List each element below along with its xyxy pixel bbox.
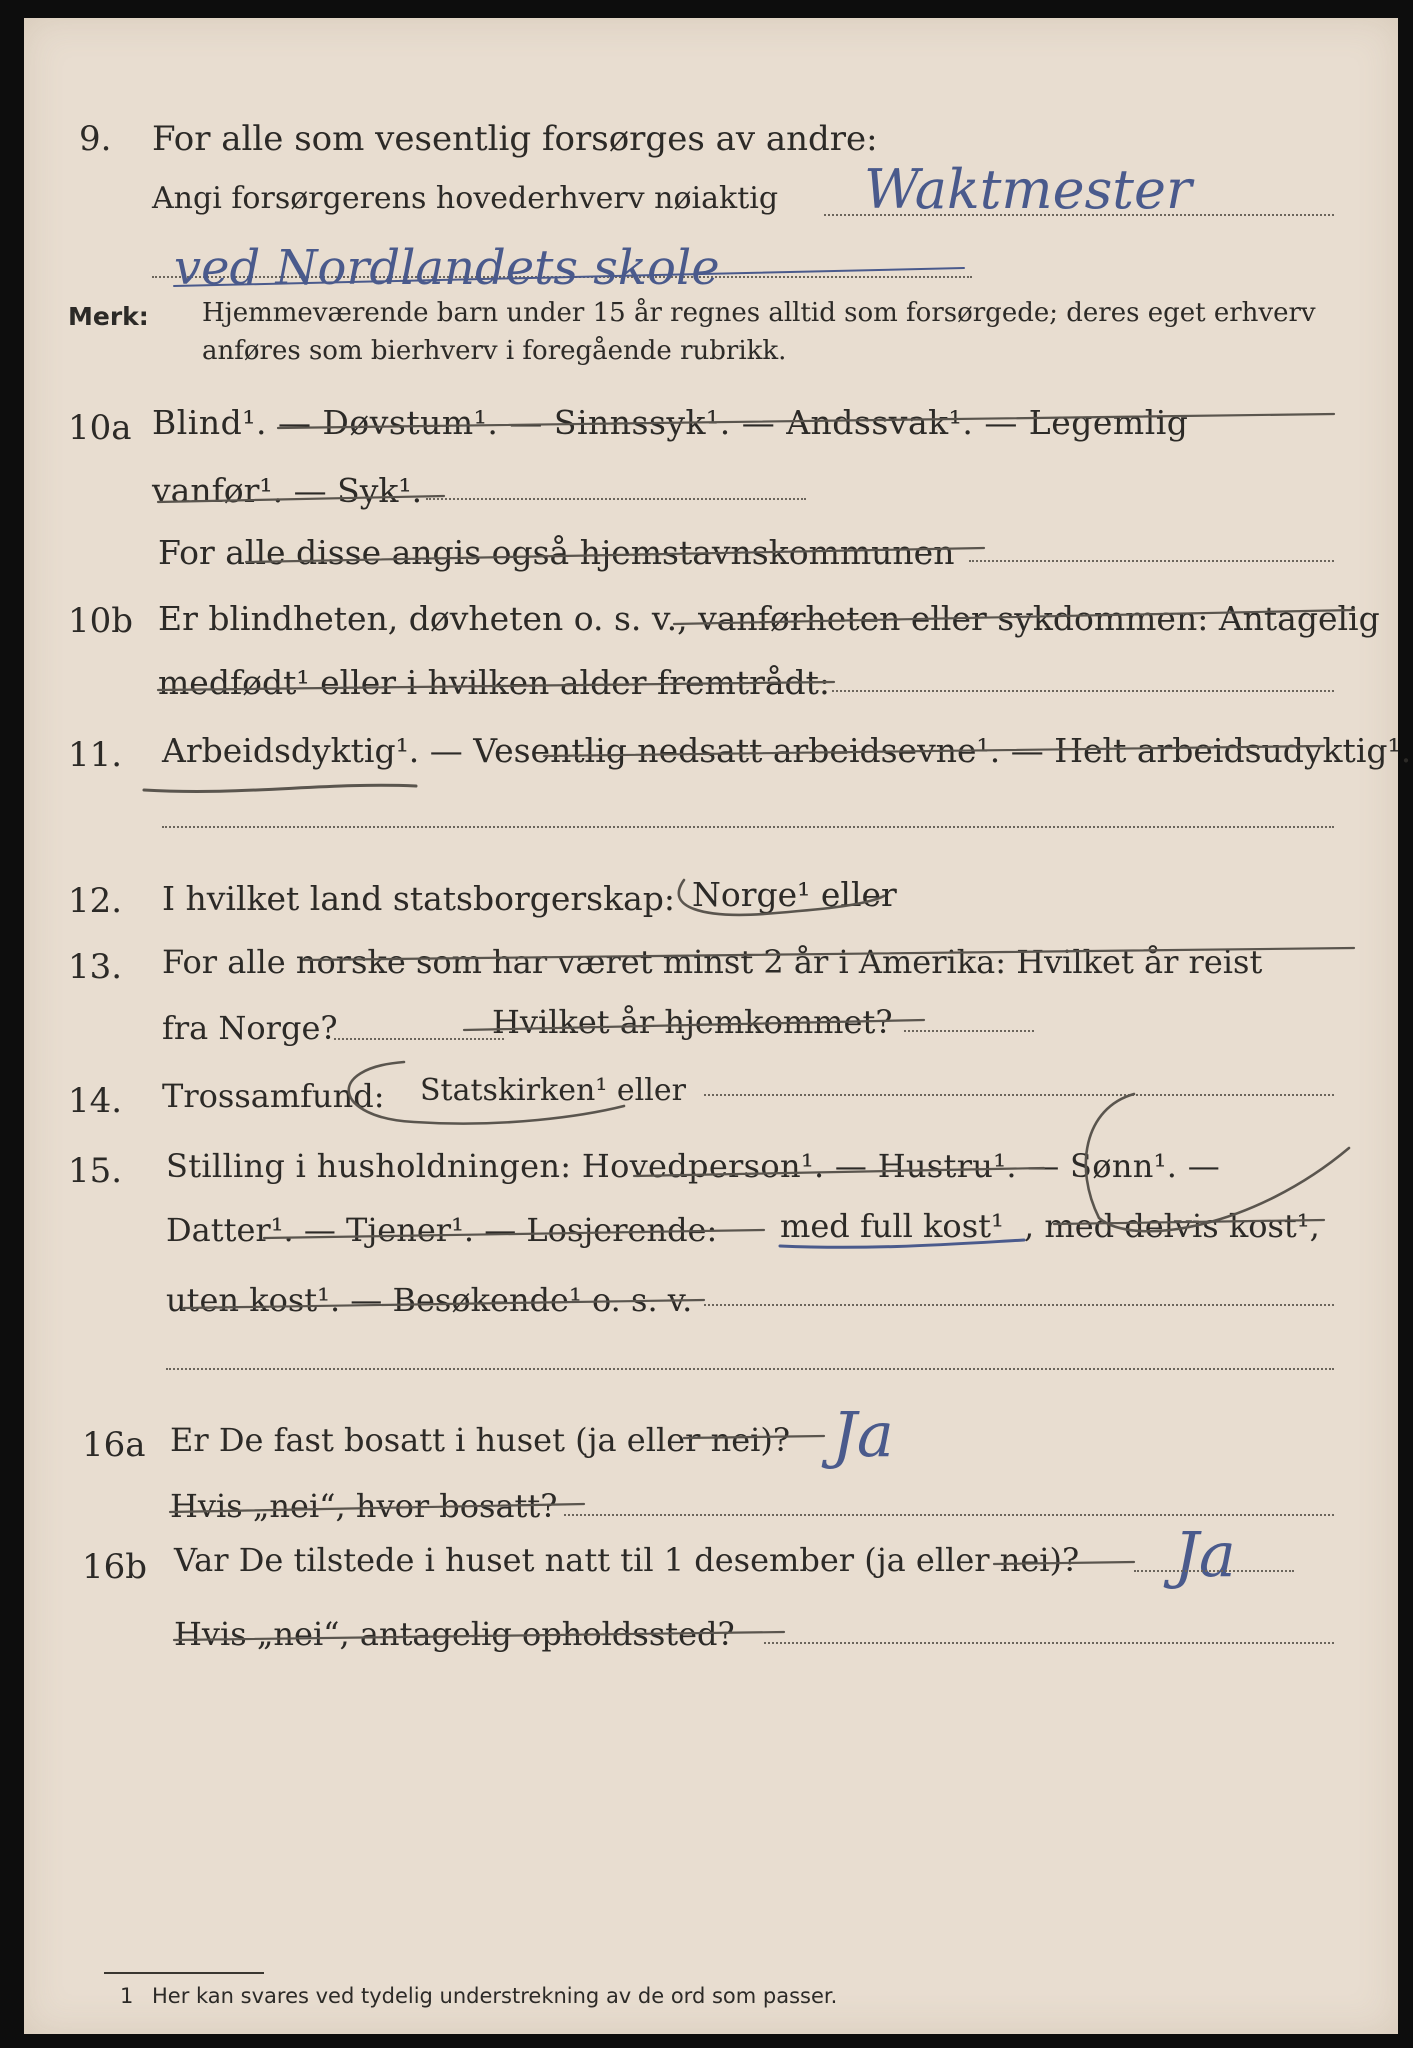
q15-number: 15. (68, 1151, 123, 1191)
q16b-number: 16b (82, 1547, 148, 1587)
q12-option: Norge¹ eller (692, 875, 897, 914)
q10a-strike-line-2 (158, 496, 444, 502)
q9-handwritten-answer-2: ved Nordlandets skole (174, 240, 720, 296)
q16a-strike-line (684, 1436, 824, 1438)
q14-option: Statskirken¹ eller (420, 1073, 686, 1108)
q10a-options-1: Blind¹. — Døvstum¹. — Sinnssyk¹. — Andssvak¹. — Legemlig (152, 403, 1189, 442)
q16a-question: Er De fast bosatt i huset (ja eller nei)? (170, 1421, 791, 1459)
q10b-question-1: Er blindheten, døvheten o. s. v., vanførheten eller sykdommen: Antagelig (158, 599, 1380, 638)
q13-fra-norge: fra Norge? (162, 1009, 338, 1047)
q11-strike-line (544, 746, 1324, 756)
q12-number: 12. (68, 881, 123, 921)
q13-question: For alle norske som har været minst 2 år i Amerika: Hvilket år reist (162, 943, 1263, 981)
merk-label: Merk: (68, 302, 149, 331)
q12-circle-mark (679, 880, 884, 915)
q15-options-2: Datter¹. — Tjener¹. — Losjerende: (166, 1211, 718, 1249)
footnote-text: Her kan svares ved tydelig understrekning av de ord som passer. (152, 1984, 838, 2008)
q15-strike-line (634, 1168, 1044, 1176)
q15-delvis-kost: , med delvis kost¹, (1024, 1207, 1320, 1245)
footnote-mark: 1 (120, 1984, 134, 2008)
q15-strike-line-2 (264, 1230, 764, 1238)
census-form-page (24, 18, 1412, 2034)
merk-text-1: Hjemmeværende barn under 15 år regnes alltid som forsørgede; deres eget erhverv (202, 298, 1316, 328)
q16b-question: Var De tilstede i huset natt til 1 desember (ja eller nei)? (174, 1541, 1080, 1579)
q10b-number: 10b (68, 601, 134, 641)
q10a-options-2: vanfør¹. — Syk¹. (152, 471, 423, 510)
q16a-number: 16a (82, 1425, 146, 1465)
q15-strike-line-4 (184, 1300, 704, 1308)
q9-number: 9. (79, 119, 112, 159)
q14-circle-mark (349, 1062, 624, 1124)
q15-options-3: uten kost¹. — Besøkende¹ o. s. v. (166, 1281, 693, 1319)
q14-question: Trossamfund: (162, 1077, 385, 1115)
q10a-hjemstavn: For alle disse angis også hjemstavnskommunen (158, 533, 955, 572)
pencil-annotations (24, 18, 1398, 2034)
q15-strike-line-3 (1054, 1220, 1324, 1224)
q16b-strike-line (994, 1562, 1134, 1564)
q13-number: 13. (68, 947, 123, 987)
q10a-strike-line-3 (246, 548, 984, 562)
q15-options-1: Stilling i husholdningen: Hovedperson¹. — Hustru¹. — Sønn¹. — (166, 1147, 1221, 1185)
q9-question: For alle som vesentlig forsørges av andre: (152, 119, 878, 159)
q9-subquestion: Angi forsørgerens hovederhverv nøiaktig (152, 181, 779, 216)
q15-circle-mark (1086, 1094, 1349, 1231)
q13-strike-line-2 (464, 1020, 924, 1030)
q16a-strike-line-2 (170, 1504, 584, 1512)
q10a-strike-line (278, 414, 1334, 428)
q9-handwritten-answer-1: Waktmester (864, 158, 1192, 221)
q15-blue-underline (780, 1240, 1024, 1247)
q10b-strike-line-2 (158, 682, 834, 690)
q16b-strike-line-2 (174, 1632, 784, 1640)
q10a-number: 10a (68, 408, 132, 448)
q12-question: I hvilket land statsborgerskap: (162, 879, 676, 918)
q10b-strike-line (674, 610, 1354, 624)
q16b-handwritten-answer: Ja (1174, 1518, 1236, 1591)
q11-options: Arbeidsdyktig¹. — Vesentlig nedsatt arbeidsevne¹. — Helt arbeidsudyktig¹. (162, 731, 1412, 770)
q9-blue-underline (174, 268, 964, 286)
q13-strike-line (304, 948, 1354, 960)
q16a-handwritten-answer: Ja (832, 1398, 894, 1471)
q16b-opholdssted: Hvis „nei“, antagelig opholdssted? (174, 1615, 735, 1653)
q14-number: 14. (68, 1081, 123, 1121)
q11-number: 11. (68, 735, 123, 775)
merk-text-2: anføres som bierhverv i foregående rubrikk. (202, 336, 787, 366)
q11-underline (144, 785, 416, 791)
q15-full-kost: med full kost¹ (780, 1207, 1004, 1245)
q10b-question-2: medfødt¹ eller i hvilken alder fremtrådt: (158, 663, 831, 702)
q16a-bosatt: Hvis „nei“, hvor bosatt? (170, 1487, 558, 1525)
q13-hjemkommet: Hvilket år hjemkommet? (492, 1003, 893, 1041)
